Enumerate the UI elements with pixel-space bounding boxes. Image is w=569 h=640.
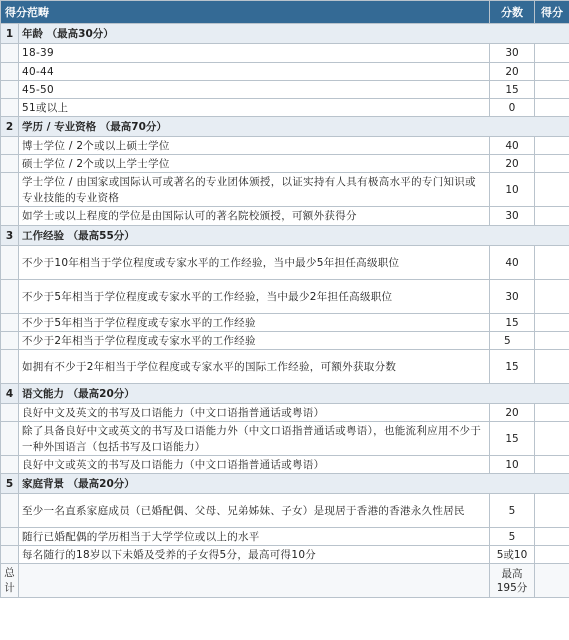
item-text: 如拥有不少于2年相当于学位程度或专家水平的国际工作经验，可额外获取分数 [19,350,490,384]
item-text: 不少于5年相当于学位程度或专家水平的工作经验，当中最少2年担任高级职位 [19,280,490,314]
section-title: 语文能力 （最高20分） [19,384,569,404]
item-text: 硕士学位 / 2个或以上学士学位 [19,155,490,173]
item-text: 随行已婚配偶的学历相当于大学学位或以上的水平 [19,528,490,546]
item-score: 30 [490,280,535,314]
score-input-cell[interactable] [535,63,569,81]
item-score: 40 [490,246,535,280]
item-score: 10 [490,173,535,207]
total-score: 最高195分 [490,564,535,598]
item-score: 40 [490,137,535,155]
item-text: 40-44 [19,63,490,81]
item-text: 45-50 [19,81,490,99]
section-number: 4 [1,384,19,404]
item-text: 如学士或以上程度的学位是由国际认可的著名院校颁授，可额外获得分 [19,207,490,226]
item-score: 15 [490,422,535,456]
item-text: 良好中文及英文的书写及口语能力（中文口语指普通话或粤语） [19,404,490,422]
score-input-cell[interactable] [535,99,569,117]
score-input-cell[interactable] [535,350,569,384]
item-text: 除了具备良好中文或英文的书写及口语能力外（中文口语指普通话或粤语），也能流利应用不少于一种外国语言（包括书写及口语能力） [19,422,490,456]
score-input-cell[interactable] [535,528,569,546]
item-score: 10 [490,456,535,474]
table-row [1,314,569,332]
item-text: 学士学位 / 由国家或国际认可或著名的专业团体颁授，以证实持有人具有极高水平的专门知识或专业技能的专业资格 [19,173,490,207]
table-row [1,246,569,280]
section-number: 2 [1,117,19,137]
item-score: 5或10 [490,546,535,564]
item-text: 51或以上 [19,99,490,117]
table-row [1,99,569,117]
section-header-language [1,384,569,404]
table-row [1,81,569,99]
total-label: 总计 [1,564,19,598]
table-row [1,44,569,63]
score-input-cell[interactable] [535,314,569,332]
item-text: 每名随行的18岁以下未婚及受养的子女得5分，最高可得10分 [19,546,490,564]
score-input-cell[interactable] [535,137,569,155]
header-row [1,1,569,24]
score-input-cell[interactable] [535,44,569,63]
table-row [1,173,569,207]
header-score: 分数 [490,1,535,24]
table-row [1,280,569,314]
table-row [1,207,569,226]
item-score: 5 [490,332,535,350]
section-title: 年龄 （最高30分） [19,24,569,44]
table-row [1,528,569,546]
score-input-cell[interactable] [535,456,569,474]
score-input-cell[interactable] [535,207,569,226]
section-header-family [1,474,569,494]
table-row [1,422,569,456]
section-header-education [1,117,569,137]
item-text: 博士学位 / 2个或以上硕士学位 [19,137,490,155]
section-title: 工作经验 （最高55分） [19,226,569,246]
section-number: 3 [1,226,19,246]
score-input-cell[interactable] [535,81,569,99]
header-item: 得分范畴 [1,1,490,24]
section-header-age [1,24,569,44]
score-input-cell[interactable] [535,546,569,564]
score-input-cell[interactable] [535,280,569,314]
table-row [1,546,569,564]
item-text: 不少于2年相当于学位程度或专家水平的工作经验 [19,332,490,350]
item-text: 18-39 [19,44,490,63]
item-score: 5 [490,528,535,546]
table-row [1,63,569,81]
score-input-cell[interactable] [535,404,569,422]
item-score: 5 [490,494,535,528]
table-row [1,404,569,422]
table-row [1,332,569,350]
table-row [1,155,569,173]
section-title: 家庭背景 （最高20分） [19,474,569,494]
section-title: 学历 / 专业资格 （最高70分） [19,117,569,137]
score-input-cell[interactable] [535,494,569,528]
item-score: 0 [490,99,535,117]
item-text: 至少一名直系家庭成员（已婚配偶、父母、兄弟姊妹、子女）是现居于香港的香港永久性居民 [19,494,490,528]
total-row [1,564,569,598]
item-score: 20 [490,63,535,81]
item-score: 15 [490,81,535,99]
item-text: 不少于5年相当于学位程度或专家水平的工作经验 [19,314,490,332]
section-number: 5 [1,474,19,494]
table-row [1,350,569,384]
table-row [1,137,569,155]
score-input-cell[interactable] [535,422,569,456]
item-score: 15 [490,314,535,332]
score-input-cell[interactable] [535,173,569,207]
table-row [1,494,569,528]
section-header-work [1,226,569,246]
item-text: 良好中文或英文的书写及口语能力（中文口语指普通话或粤语） [19,456,490,474]
score-input-cell[interactable] [535,246,569,280]
total-input-cell[interactable] [535,564,569,598]
item-score: 20 [490,155,535,173]
item-score: 30 [490,44,535,63]
header-got: 得分 [535,1,569,24]
item-score: 30 [490,207,535,226]
item-score: 20 [490,404,535,422]
item-score: 15 [490,350,535,384]
score-input-cell[interactable] [535,332,569,350]
score-input-cell[interactable] [535,155,569,173]
section-number: 1 [1,24,19,44]
table-row [1,456,569,474]
item-text: 不少于10年相当于学位程度或专家水平的工作经验，当中最少5年担任高级职位 [19,246,490,280]
